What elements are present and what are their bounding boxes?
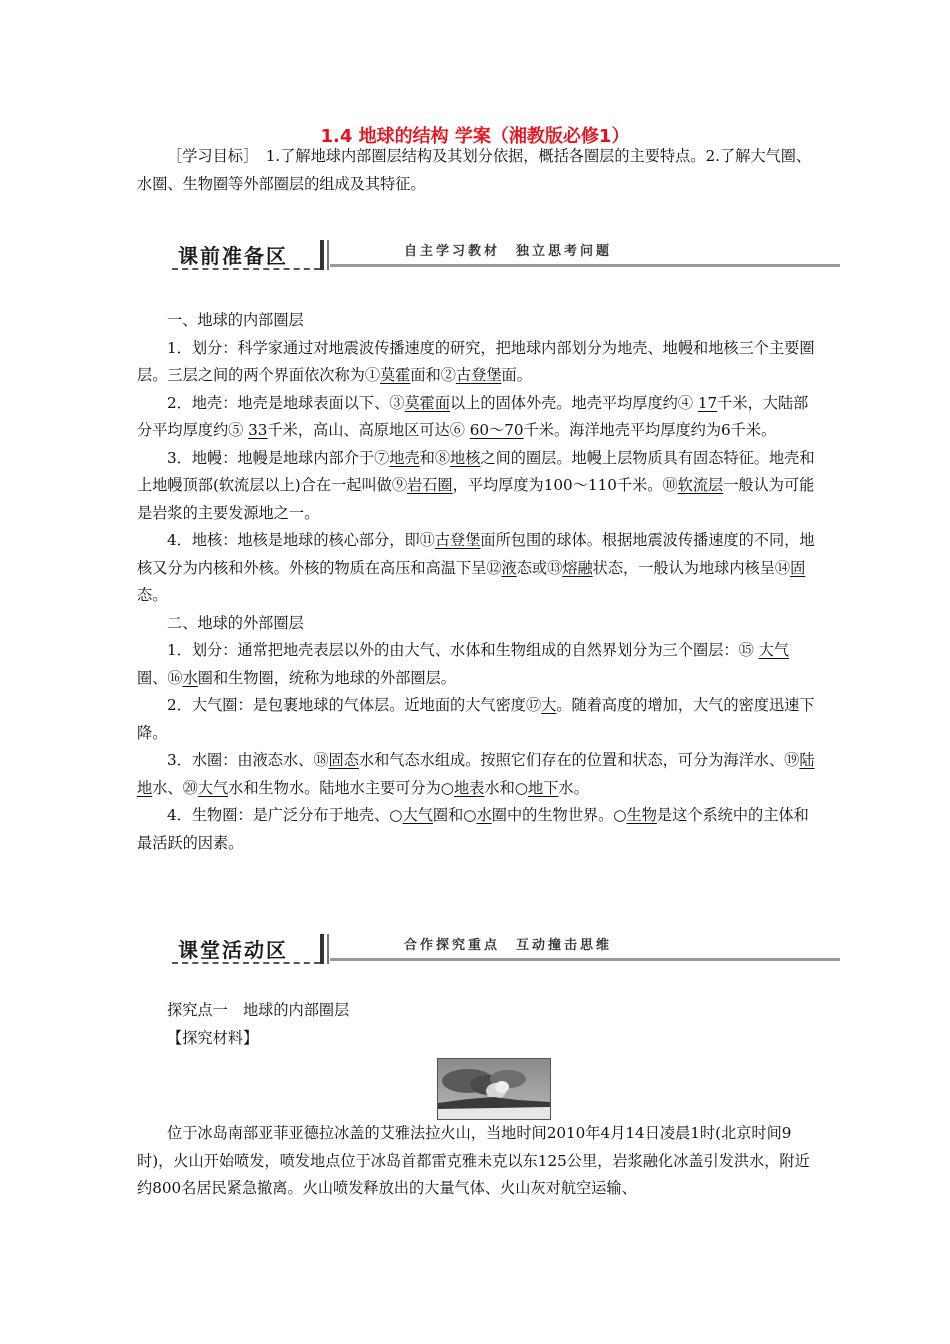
answer-blank: 古登堡: [434, 531, 481, 549]
explore-material-text: [137, 1120, 815, 1203]
section-banner-preparation: [172, 238, 840, 272]
learning-objectives: [137, 143, 815, 198]
answer-blank: 17: [697, 393, 718, 412]
section-banner-classroom: [172, 932, 840, 966]
answer-blank: 生物: [626, 806, 657, 824]
paragraph-hydrosphere: 3．水圈：由液态水、⑱固态水和气态水组成。按照它们存在的位置和状态，可分为海洋水、⑲陆地水、⑳大气水和生物水。陆地水主要可分为○地表水和○地下水。: [137, 751, 815, 797]
section-heading: 一、地球的内部圈层: [167, 311, 304, 329]
answer-blank: 陆地: [137, 751, 815, 797]
banner-slogan: 自主学习教材 独立思考问题: [404, 244, 613, 259]
answer-blank: 莫霍面: [404, 393, 451, 412]
objectives-text: ［学习目标］ 1.了解地球内部圈层结构及其划分依据，概括各圈层的主要特点。2.了解大气圈、水圈、生物圈等外部圈层的组成及其特征。: [137, 147, 812, 193]
paragraph-crust: 2．地壳：地壳是地球表面以下、③莫霍面以上的固体外壳。地壳平均厚度约④ 17千米，大陆部分平均厚度约⑤ 33千米，高山、高原地区可达⑥ 60～70千米。海洋地壳平均厚度约为6千米。: [137, 393, 809, 439]
answer-blank: 熔融: [562, 558, 593, 577]
explore-material-heading: 【探究材料】: [167, 1028, 259, 1047]
answer-blank: 岩石圈: [407, 476, 453, 494]
banner-slogan: 合作探究重点 互动撞击思维: [404, 938, 613, 953]
answer-blank: 大气: [402, 806, 433, 824]
answer-blank: 大气: [758, 641, 789, 659]
banner-label: 课前准备区: [178, 244, 288, 268]
answer-blank: 地下: [528, 778, 559, 797]
paragraph-core: 4．地核：地核是地球的核心部分，即⑪古登堡面所包围的球体。根据地震波传播速度的不同，地核又分为内核和外核。外核的物质在高压和高温下呈⑫液态或⑬熔融状态，一般认为地球内核呈⑭固态。: [137, 531, 815, 604]
answer-blank: 液: [501, 558, 517, 577]
volcano-eruption-image: [437, 1058, 551, 1120]
banner-rule: [330, 264, 840, 267]
answer-blank: 莫霍: [380, 366, 411, 384]
banner-divider: [320, 240, 324, 270]
banner-dashes: [172, 962, 320, 964]
paragraph-mantle: 3．地幔：地幔是地球内部介于⑦地壳和⑧地核之间的圈层。地幔上层物质具有固态特征。地壳和上地幔顶部(软流层以上)合在一起叫做⑨岩石圈，平均厚度为100～110千米。⑩软流层一般认为可能是岩浆的主要发源地之一。: [137, 448, 815, 522]
banner-label: 课堂活动区: [178, 938, 288, 962]
answer-blank: 60～70: [469, 421, 524, 439]
explore-point-heading: 探究点一 地球的内部圈层: [167, 1001, 350, 1019]
answer-blank: 软流层: [677, 476, 724, 494]
answer-blank: 地表: [454, 778, 485, 797]
paragraph-atmosphere: 2．大气圈：是包裹地球的气体层。近地面的大气密度⑰大。随着高度的增加，大气的密度迅速下降。: [137, 696, 815, 742]
paragraph-biosphere: 4．生物圈：是广泛分布于地壳、○大气圈和○水圈中的生物世界。○生物是这个系统中的主体和最活跃的因素。: [137, 806, 809, 852]
answer-blank: 固: [790, 558, 806, 577]
answer-blank: 大: [541, 696, 557, 714]
answer-blank: 33: [248, 421, 268, 439]
banner-dashes: [172, 268, 320, 270]
banner-rule: [330, 958, 840, 961]
section-heading: 二、地球的外部圈层: [167, 613, 304, 632]
answer-blank: 地核: [450, 448, 481, 467]
paragraph-outer-division: 1．划分：通常把地壳表层以外的由大气、水体和生物组成的自然界划分为三个圈层：⑮ 大气圈、⑯水圈和生物圈，统称为地球的外部圈层。: [137, 641, 789, 687]
paragraph-division: 1．划分：科学家通过对地震波传播速度的研究，把地球内部划分为地壳、地幔和地核三个主要圈层。三层之间的两个界面依次称为①莫霍面和②古登堡面。: [137, 338, 815, 384]
answer-blank: 古登堡: [455, 366, 502, 384]
answer-blank: 水: [182, 668, 198, 687]
answer-blank: 大气: [197, 778, 229, 797]
section-inner-layers: [137, 307, 815, 857]
explore-section: [137, 997, 815, 1052]
material-paragraph: 位于冰岛南部亚菲亚德拉冰盖的艾雅法拉火山，当地时间2010年4月14日凌晨1时(北京时间9时)，火山开始喷发，喷发地点位于冰岛首都雷克雅未克以东125公里，岩浆融化冰盖引发洪水，附近约800名居民紧急撤离。火山喷发释放出的大量气体、火山灰对航空运输、: [137, 1124, 810, 1197]
answer-blank: 固态: [328, 751, 359, 769]
volcano-eruption-graphic: [438, 1059, 550, 1119]
banner-divider: [320, 934, 324, 964]
document-title: 1.4 地球的结构 学案（湘教版必修1）: [320, 126, 630, 147]
banner-divider-thin: [327, 240, 329, 270]
answer-blank: 水: [476, 806, 492, 824]
answer-blank: 地壳: [389, 448, 420, 467]
banner-divider-thin: [327, 934, 329, 964]
